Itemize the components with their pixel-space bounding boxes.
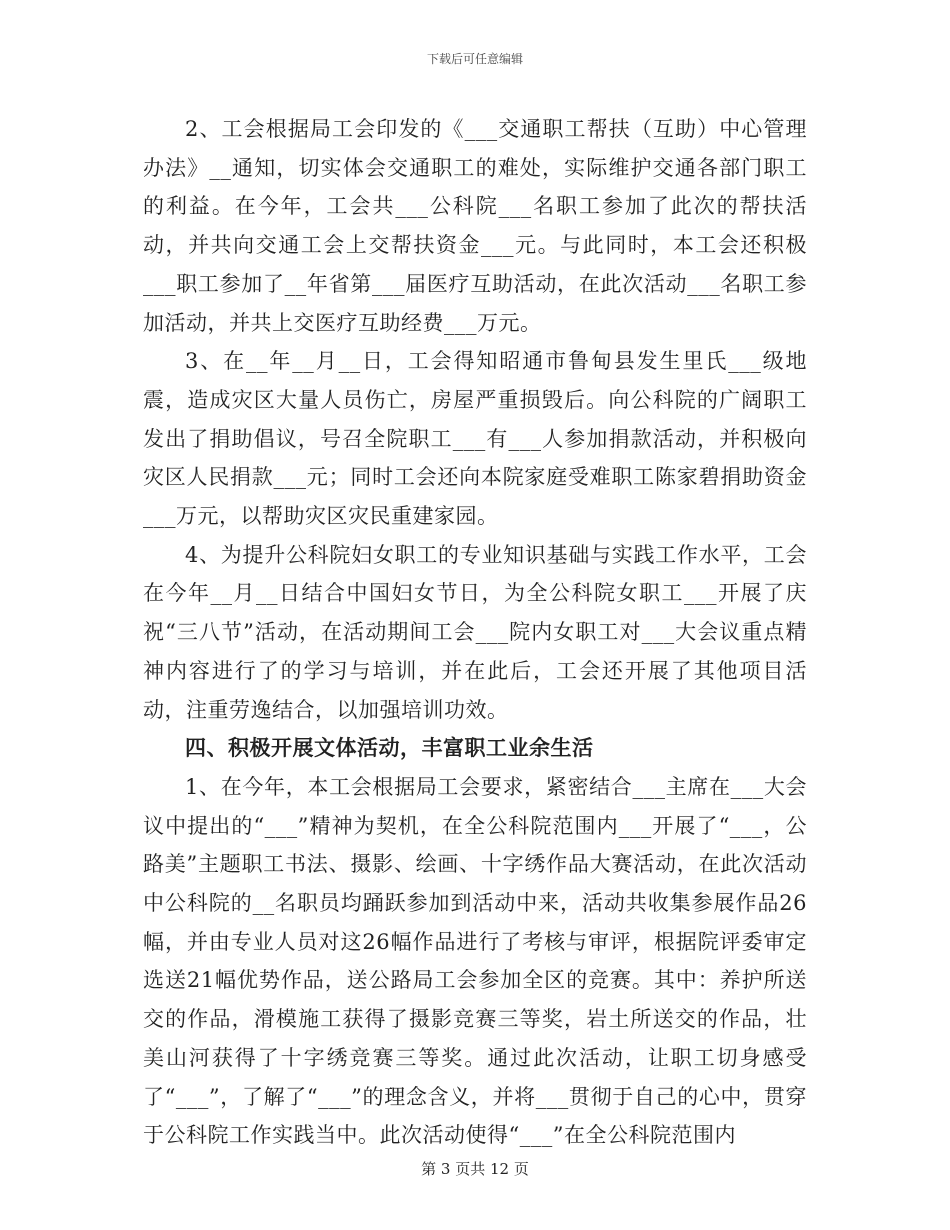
paragraph-2: 2、工会根据局工会印发的《___交通职工帮扶（互助）中心管理办法》__通知，切实体会交通职工的难处，实际维护交通各部门职工的利益。在今年，工会共___公科院___名职工参加了此次的帮扶活动，并共向交通工会上交帮扶资金___元。与此同时，本工会还积极___职工参加了__年省第___届医疗互助活动，在此次活动___名职工参加活动，并共上交医疗互助经费___万元。 bbox=[143, 117, 807, 335]
page-number: 第 3 页共 12 页 bbox=[421, 1160, 529, 1178]
paragraph-4: 4、为提升公科院妇女职工的专业知识基础与实践工作水平，工会在今年__月__日结合中国妇女节日，为全公科院女职工___开展了庆祝“三八节”活动，在活动期间工会___院内女职工对___大会议重点精神内容进行了的学习与培训，并在此后，工会还开展了其他项目活动，注重劳逸结合，以加强培训功效。 bbox=[143, 542, 807, 722]
paragraph-3: 3、在__年__月__日，工会得知昭通市鲁甸县发生里氏___级地震，造成灾区大量人员伤亡，房屋严重损毁后。向公科院的广阔职工发出了捐助倡议，号召全院职工___有___人参加捐款活动，并积极向灾区人民捐款___元；同时工会还向本院家庭受难职工陈家碧捐助资金___万元，以帮助灾区灾民重建家园。 bbox=[143, 349, 807, 529]
document-body bbox=[143, 110, 807, 1155]
page-header: 下载后可任意编辑 bbox=[426, 52, 523, 66]
section-paragraph-1: 1、在今年，本工会根据局工会要求，紧密结合___主席在___大会议中提出的“___”精神为契机，在全公科院范围内___开展了“___，公路美”主题职工书法、摄影、绘画、十字绣作品大赛活动，在此次活动中公科院的__名职员均踊跃参加到活动中来，活动共收集参展作品26幅，并由专业人员对这26幅作品进行了考核与审评，根据院评委审定选送21幅优势作品，送公路局工会参加全区的竞赛。其中：养护所送交的作品，滑模施工获得了摄影竞赛三等奖，岩土所送交的作品，壮美山河获得了十字绣竞赛三等奖。通过此次活动，让职工切身感受了“___”，了解了“___”的理念含义，并将___贯彻于自己的心中，贯穿于公科院工作实践当中。此次活动使得“___”在全公科院范围内 bbox=[143, 774, 807, 1148]
section-heading: 四、积极开展文体活动，丰富职工业余生活 bbox=[185, 735, 594, 761]
